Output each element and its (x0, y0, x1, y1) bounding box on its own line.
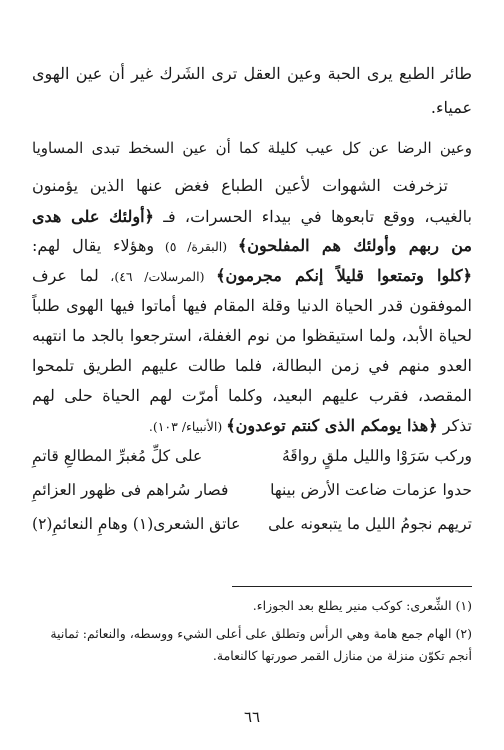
text-line: ﴿كلوا وتمتعوا قليلاً إنكم مجرمون﴾ (المرسلات/ ٤٦)، لما عرف (32, 266, 472, 285)
quran-quote: ﴿كلوا وتمتعوا قليلاً إنكم مجرمون﴾ (216, 266, 472, 285)
verse-first-hemistich: تريهم نجومُ الليل ما يتبعونه على (268, 515, 472, 533)
verse-second-hemistich: فصار سُراهم فى ظهور العزائمِ (32, 481, 229, 499)
text-line: من ربهم وأولئك هم المفلحون﴾ (البقرة/ ٥) وهؤلاء يقال لهم: (32, 236, 472, 255)
text-line: العدو منهم في زمن البطالة، فلما طالت عليهم الطريق تلمحوا (32, 356, 472, 375)
text-line: المقصد، فقرب عليهم البعيد، وكلما أمرّت لهم الحياة حلى لهم (32, 386, 472, 405)
quran-quote: ﴿هذا يومكم الذى كنتم توعدون﴾ (226, 416, 438, 435)
verse-second-hemistich: عاتق الشعرى(١) وهامِ النعائمِ(٢) (32, 515, 241, 533)
text-line: الموفقون قدر الحياة الدنيا وقلة المقام فيها أماتوا فيها الهوى طلباً (32, 296, 472, 315)
footnote: أنجم تكوّن منزلة من منازل القمر صورتها كالنعامة. (212, 648, 472, 663)
verse-row (32, 515, 472, 539)
quran-quote: ﴿أولئك على هدى (32, 207, 154, 226)
verse-first-hemistich: وركب سَرَوْا والليل ملقٍ رواقَهُ (281, 447, 472, 465)
text-line: عمياء. (430, 98, 472, 117)
text-line: تذكر ﴿هذا يومكم الذى كنتم توعدون﴾ (الأنبياء/ ١٠٣). (148, 416, 472, 435)
text-line: تزخرفت الشهوات لأعين الطباع فغض عنها الذين يؤمنون (32, 176, 448, 195)
verse-second-hemistich: على كلِّ مُغبرِّ المطالعِ قاتمِ (32, 447, 203, 465)
verse-row (32, 447, 472, 471)
text-line: طائر الطبع يرى الحبة وعين العقل ترى الشَرك غير أن عين الهوى (32, 64, 472, 83)
footnote: (١) الشِّعرى: كوكب منير يطلع بعد الجوزاء. (252, 598, 472, 613)
text-line: بالغيب، ووقع تابعوها في بيداء الحسرات، فـ ﴿أولئك على هدى (32, 207, 472, 226)
footnote: (٢) الهام جمع هامة وهي الرأس وتطلق على أعلى الشيء ووسطه، والنعائم: ثمانية (50, 626, 472, 641)
page-number: ٦٦ (243, 708, 261, 726)
quran-quote: من ربهم وأولئك هم المفلحون﴾ (237, 236, 472, 255)
footnote-separator (232, 586, 472, 587)
text-line: لحياة الأبد، ولما استيقظوا من نوم الغفلة، استرجعوا بالجد ما انتهبه (32, 326, 472, 345)
verse-row (32, 481, 472, 505)
text-line: وعين الرضا عن كل عيب كليلة كما أن عين السخط تبدى المساويا (32, 139, 472, 157)
verse-first-hemistich: حدوا عزمات ضاعت الأرض بينها (270, 481, 472, 499)
